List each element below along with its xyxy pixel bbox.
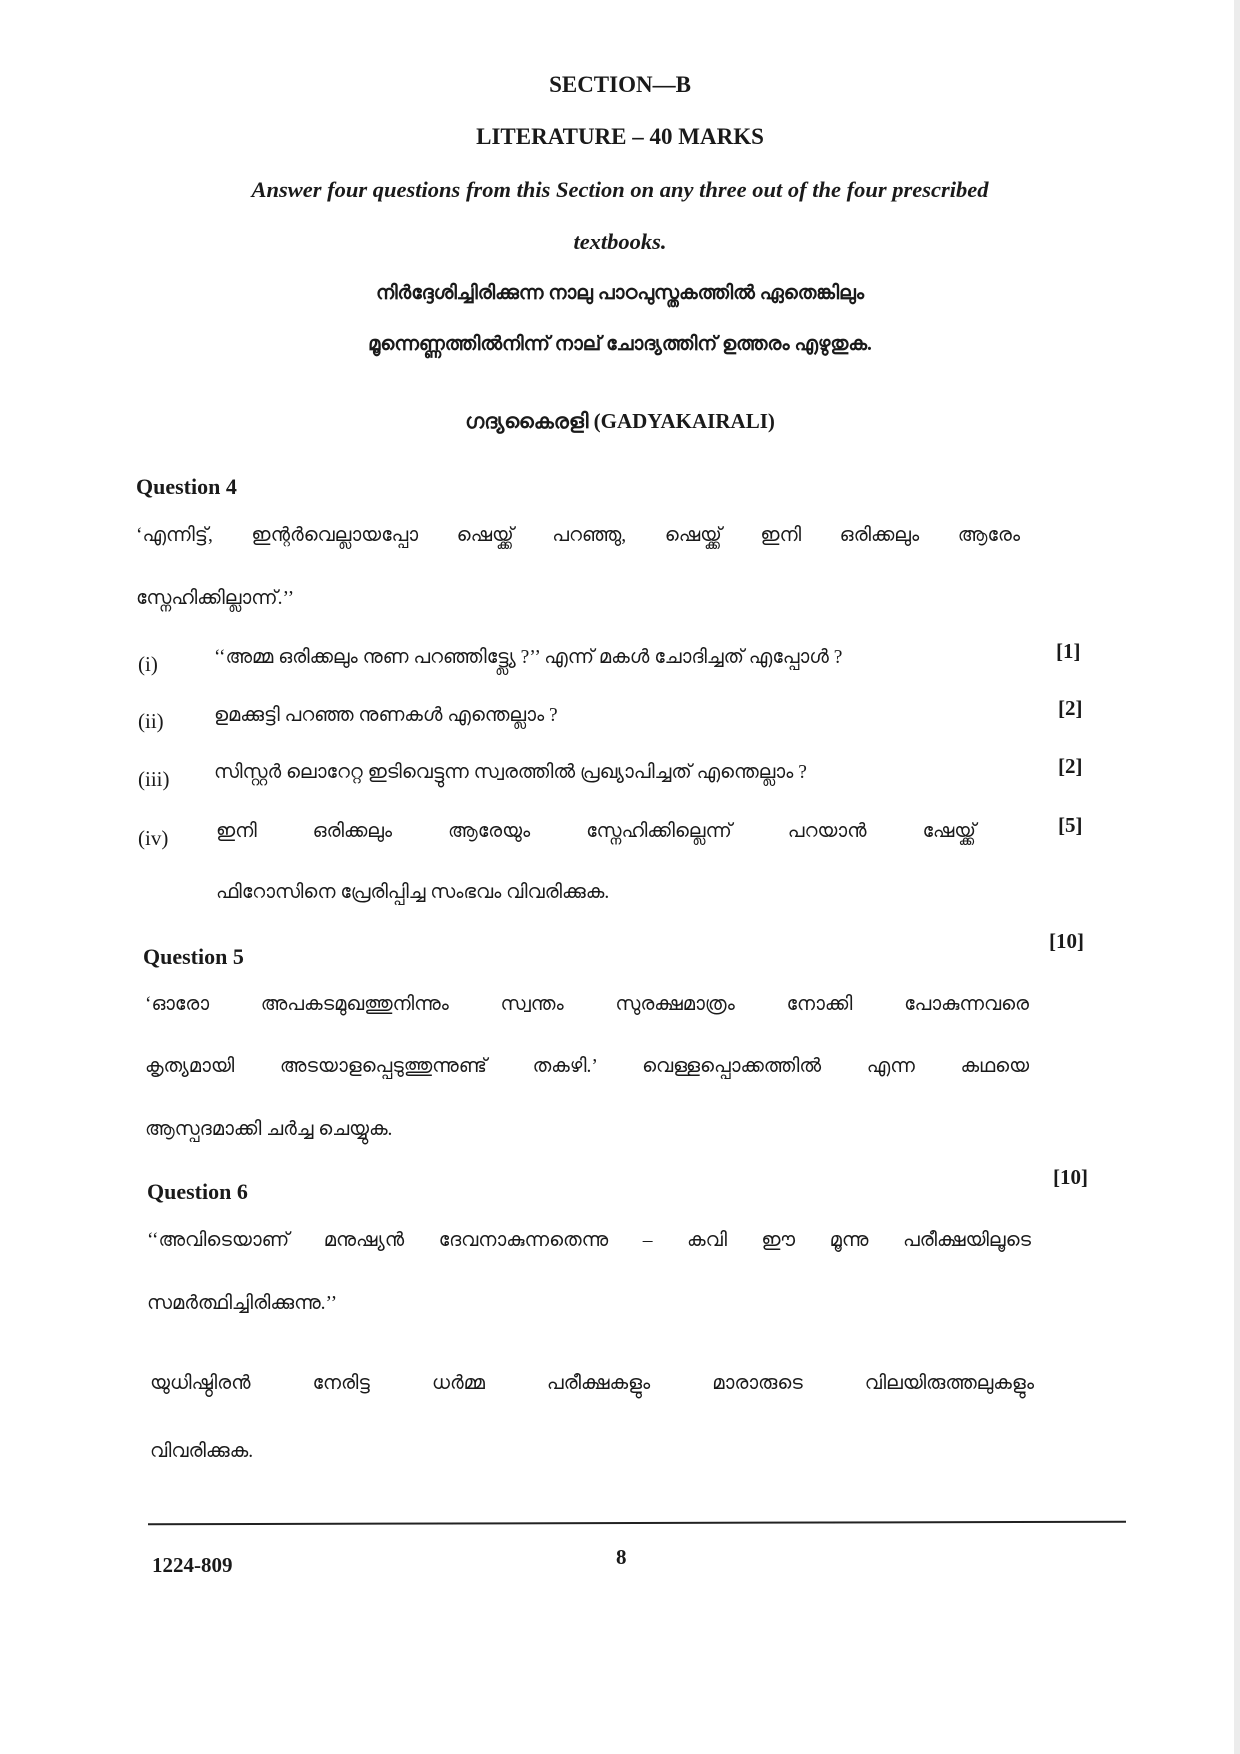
- q4-item-number: (iv): [138, 826, 169, 850]
- q4-item-marks: [2]: [1058, 696, 1083, 720]
- instruction-en-line1: Answer four questions from this Section on any three out of the four prescribed: [251, 177, 989, 202]
- q4-item-text-continued: ഫിറോസിനെ പ്രേരിപ്പിച്ച സംഭവം വിവരിക്കുക.: [216, 882, 610, 903]
- question-6-line3: യുധിഷ്ഠിരൻ നേരിട്ട ധർമ്മ പരീക്ഷകളും മാരാരുടെ വിലയിരുത്തലുകളും: [150, 1373, 1034, 1394]
- q4-item-marks: [5]: [1058, 813, 1083, 837]
- page-number: 8: [616, 1545, 627, 1569]
- question-6-line2: സമർത്ഥിച്ചിരിക്കുന്നു.’’: [147, 1293, 338, 1314]
- question-5-line3: ആസ്പദമാക്കി ചർച്ച ചെയ്യുക.: [145, 1119, 393, 1140]
- literature-title: LITERATURE – 40 MARKS: [476, 124, 764, 149]
- question-4-quote-line1: ‘എന്നിട്ട്, ഇന്റർവെല്ലായപ്പോ ഷെയ്ക്ക് പറഞ്ഞു, ഷെയ്ക്ക് ഇനി ഒരിക്കലും ആരേം: [136, 525, 1020, 546]
- question-6-line4: വിവരിക്കുക.: [150, 1441, 254, 1462]
- question-6-line1: ‘‘അവിടെയാണ് മനുഷ്യൻ ദേവനാകുന്നതെന്നു – കവി ഈ മൂന്നു പരീക്ഷയിലൂടെ: [147, 1230, 1031, 1251]
- footer-rule: [148, 1521, 1126, 1526]
- instruction-ml-line1: നിർദ്ദേശിച്ചിരിക്കുന്ന നാലു പാഠപുസ്തകത്തിൽ ഏതെങ്കിലും: [376, 283, 864, 304]
- scan-edge-shadow: [1234, 0, 1240, 1754]
- q4-item-text: ‘‘അമ്മ ഒരിക്കലും നുണ പറഞ്ഞിട്ട്ല്യേ ?’’ എന്ന് മകൾ ചോദിച്ചത് എപ്പോൾ ?: [214, 647, 843, 668]
- q4-item-text: സിസ്റ്റർ ലൊറേറ്റ ഇടിവെട്ടുന്ന സ്വരത്തിൽ പ്രഖ്യാപിച്ചത് എന്തെല്ലാം ?: [214, 762, 807, 783]
- q4-item-text: ഇനി ഒരിക്കലും ആരേയും സ്നേഹിക്കില്ലെന്ന് പറയാൻ ഷേയ്ക്ക്: [216, 821, 976, 842]
- q4-item-marks: [1]: [1056, 639, 1081, 663]
- instruction-en-line2: textbooks.: [573, 229, 667, 254]
- q4-item-number: (iii): [138, 767, 170, 791]
- question-5-line2: കൃത്യമായി അടയാളപ്പെടുത്തുന്നുണ്ട് തകഴി.’ വെള്ളപ്പൊക്കത്തിൽ എന്ന കഥയെ: [145, 1056, 1029, 1077]
- question-6-marks: [10]: [1053, 1165, 1088, 1189]
- question-5-line1: ‘ഓരോ അപകടമുഖത്തുനിന്നും സ്വന്തം സുരക്ഷമാത്രം നോക്കി പോകുന്നവരെ: [145, 994, 1029, 1015]
- question-4-quote-line2: സ്നേഹിക്കില്ലാന്ന്.’’: [136, 588, 295, 609]
- q4-item-text: ഉമക്കുട്ടി പറഞ്ഞ നുണകൾ എന്തെല്ലാം ?: [214, 705, 558, 726]
- question-6-heading: Question 6: [147, 1179, 248, 1204]
- paper-code: 1224-809: [152, 1553, 233, 1577]
- section-title: SECTION—B: [549, 72, 691, 97]
- q4-item-marks: [2]: [1058, 754, 1083, 778]
- q4-item-number: (ii): [138, 709, 164, 733]
- question-5-marks: [10]: [1049, 929, 1084, 953]
- instruction-ml-line2: മൂന്നെണ്ണത്തിൽനിന്ന് നാല് ചോദ്യത്തിന് ഉത്തരം എഴുതുക.: [368, 334, 872, 355]
- q4-item-number: (i): [138, 652, 158, 676]
- question-5-heading: Question 5: [143, 944, 244, 969]
- question-4-heading: Question 4: [136, 474, 237, 499]
- textbook-title: ഗദ്യകൈരളി (GADYAKAIRALI): [465, 409, 775, 433]
